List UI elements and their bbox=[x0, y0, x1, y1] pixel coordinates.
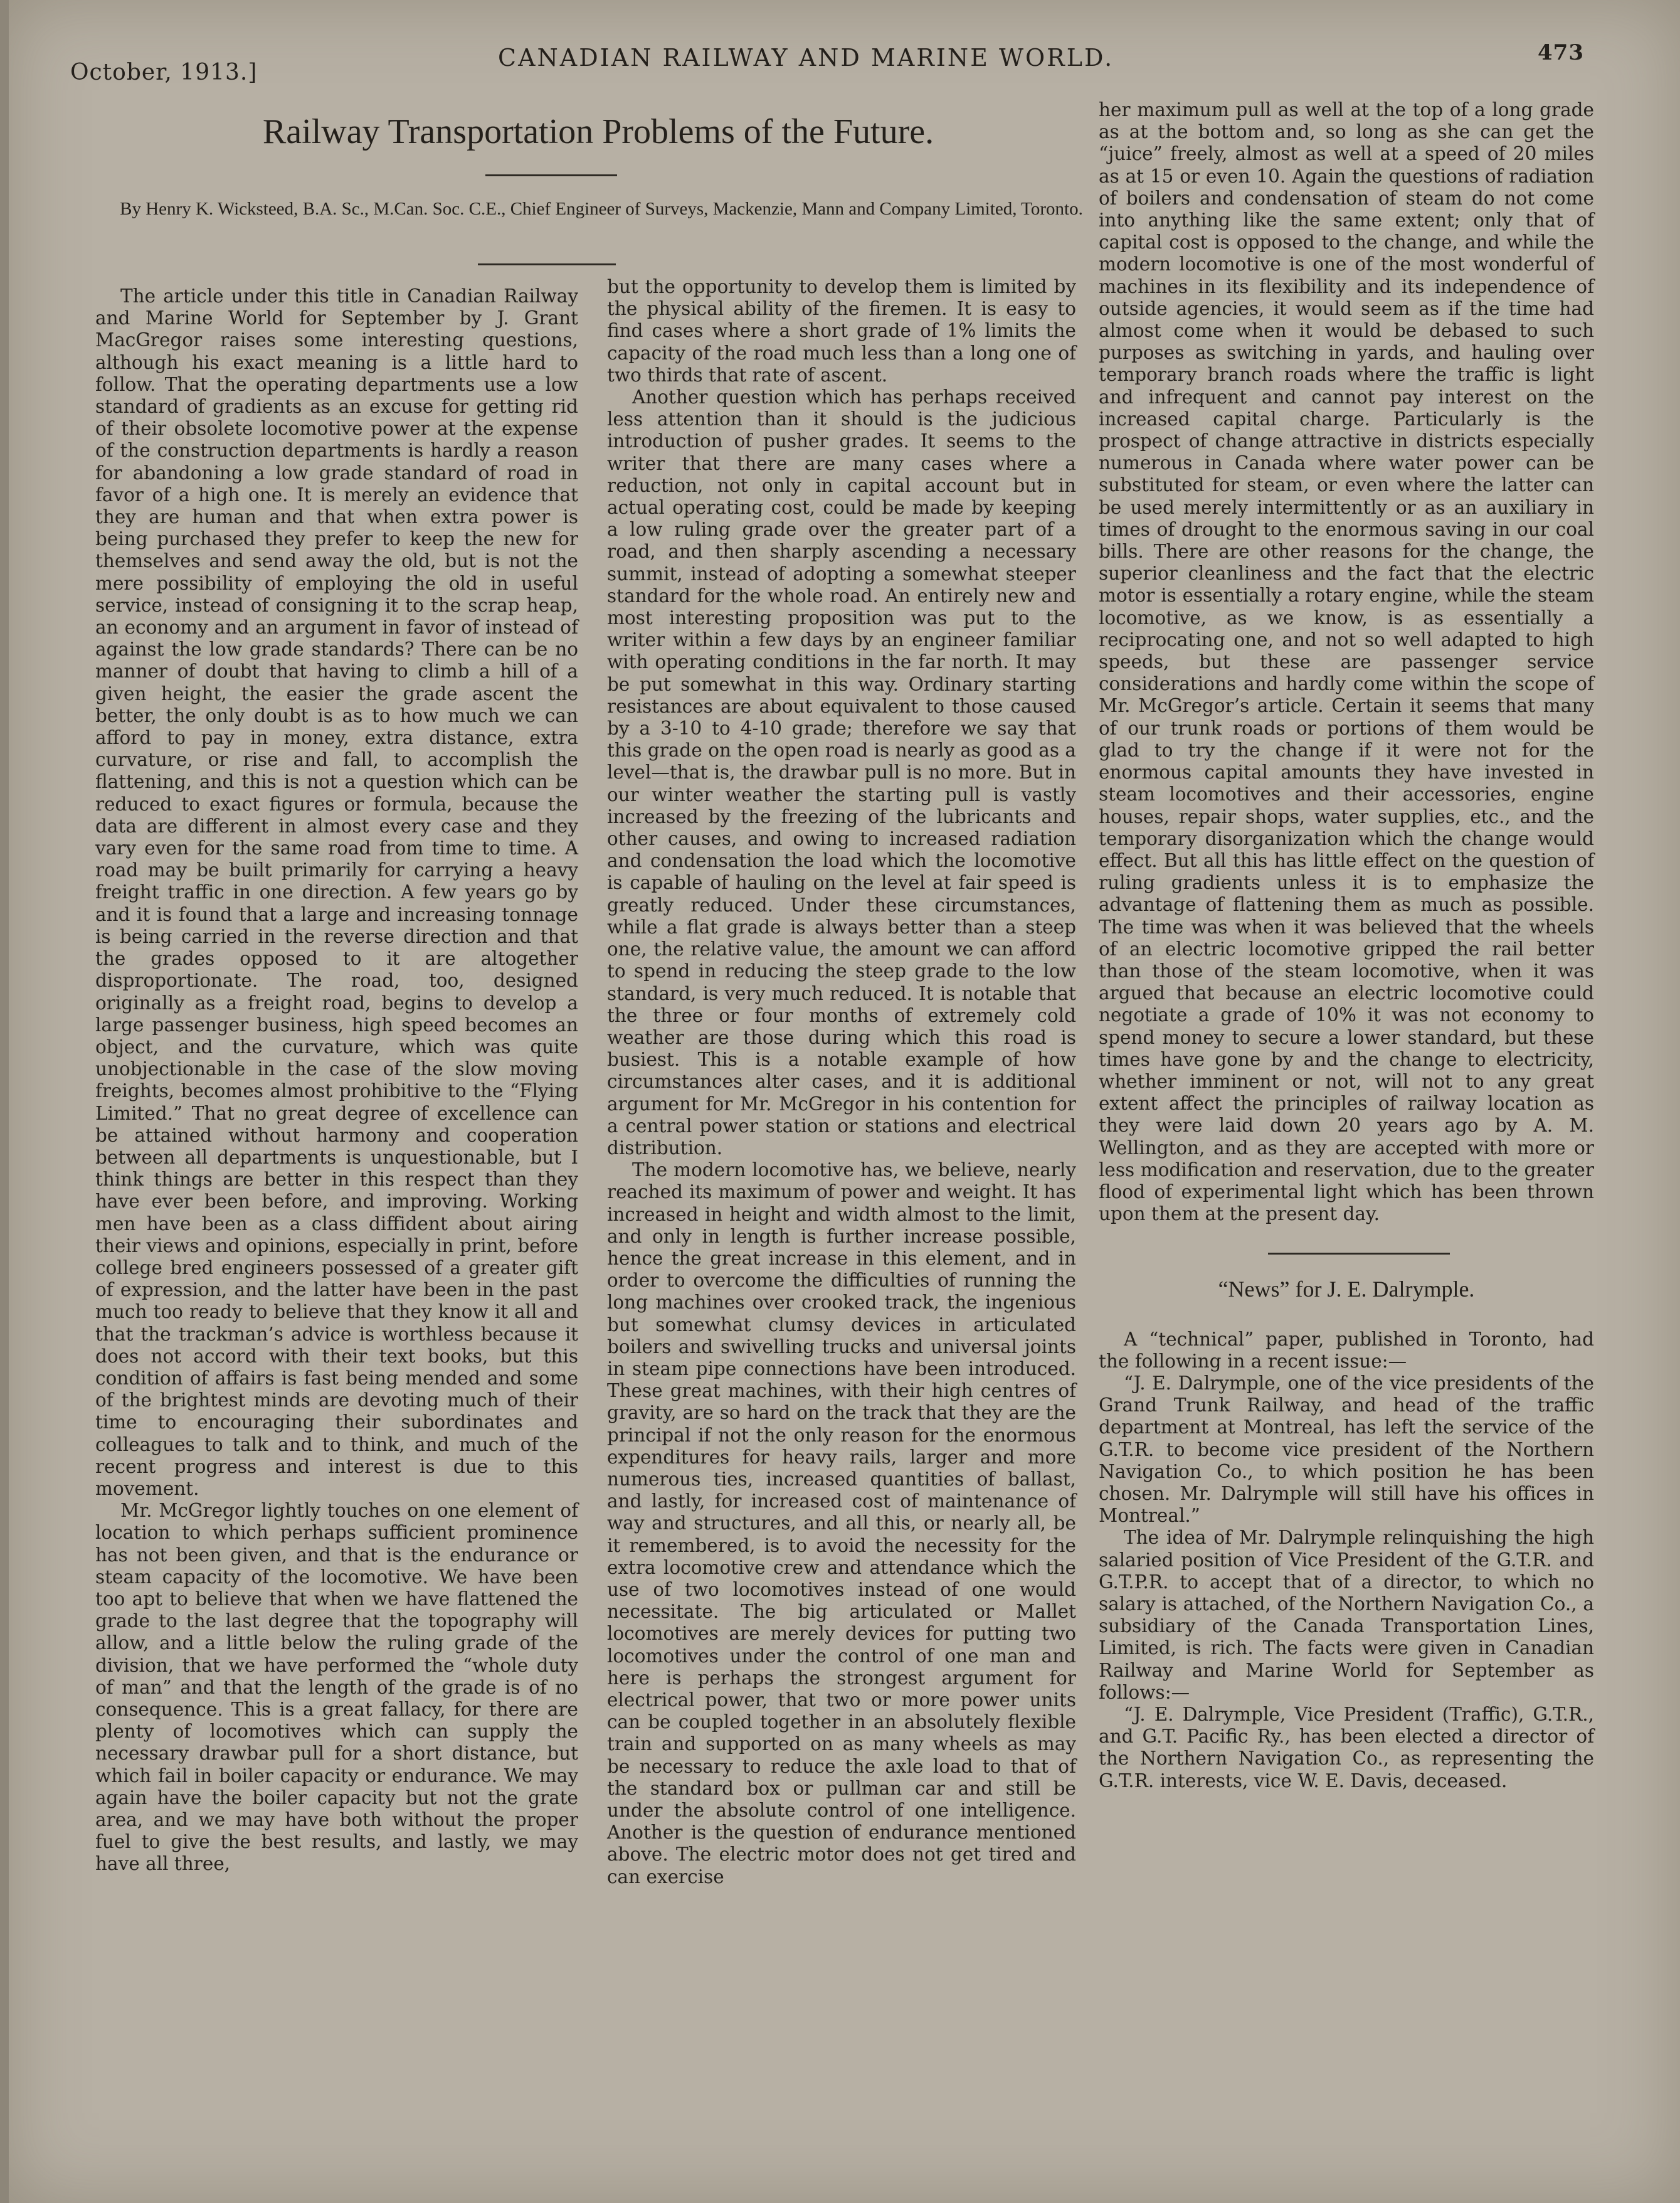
paragraph: The modern locomotive has, we believe, nearly reached its maximum of power and weight. It has increased in height and width almost to the limit, and only in length is further increase possible, hence the great increase in this element, and in order to overcome the difficulties of running the long machines over crooked track, the ingenious but somewhat clumsy devices in articulated boilers and swivelling trucks and universal joints in steam pipe connections have been introduced. These great machines, with their high centres of gravity, are so hard on the track that they are the principal if not the only reason for the enormous expenditures for heavy rails, larger and more numerous ties, increased quantities of ballast, and lastly, for increased cost of maintenance of way and structures, and all this, or nearly all, be it remembered, is to avoid the necessity for the extra locomotive crew and attendance which the use of two locomotives instead of one would necessitate. The big articulated or Mallet locomotives are merely devices for putting two locomotives under the control of one man and here is perhaps the strongest argument for electrical power, that two or more power units can be coupled together in an absolutely flexible train and supported on as many wheels as may be necessary to reduce the axle load to that of the standard box or pullman car and still be under the absolute control of one intelligence. Another is the question of endurance mentioned above. The electric motor does not get tired and can exercise bbox=[607, 1159, 1076, 1887]
paragraph: Mr. McGregor lightly touches on one element of location to which perhaps sufficient prominence has not been given, and that is the endurance or steam capacity of the locomotive. We have been too apt to believe that when we have flattened the grade to the last degree that the topography will allow, and a little below the ruling grade of the division, that we have performed the “whole duty of man” and that the length of the grade is of no consequence. This is a great fallacy, for there are plenty of locomotives which can supply the necessary drawbar pull for a short distance, but which fail in boiler capacity or endurance. We may again have the boiler capacity but not the grate area, and we may have both without the proper fuel to give the best results, and lastly, we may have all three, bbox=[95, 1500, 578, 1875]
paragraph: The article under this title in Canadian Railway and Marine World for September by J. Grant MacGregor raises some interesting questions, although his exact meaning is a little hard to follow. That the operating departments use a low standard of gradients as an excuse for getting rid of their obsolete locomotive power at the expense of the construction departments is hardly a reason for abandoning a low grade standard of road in favor of a high one. It is merely an evidence that they are human and that when extra power is being purchased they prefer to keep the new for themselves and send away the old, but is not the mere possibility of employing the old in useful service, instead of consigning it to the scrap heap, an economy and an argument in favor of instead of against the low grade standards? There can be no manner of doubt that having to climb a hill of a given height, the easier the grade ascent the better, the only doubt is as to how much we can afford to pay in money, extra distance, extra curvature, or rise and fall, to accomplish the flattening, and this is not a question which can be reduced to exact figures or formula, because the data are different in almost every case and they vary even for the same road from time to time. A road may be built primarily for carrying a heavy freight traffic in one direction. A few years go by and it is found that a large and increasing tonnage is being carried in the reverse direction and that the grades opposed to it are altogether disproportionate. The road, too, designed originally as a freight road, begins to develop a large passenger business, high speed becomes an object, and the curvature, which was quite unobjectionable in the case of the slow moving freights, becomes almost prohibitive to the “Flying Limited.” That no great degree of excellence can be attained without harmony and cooperation between all departments is unquestionable, but I think things are better in this respect than they have ever been before, and improving. Working men have been as a class diffident about airing their views and opinions, especially in print, before college bred engineers possessed of a greater gift of expression, and the latter have been in the past much too ready to believe that they know it all and that the trackman’s advice is worthless because it does not accord with their text books, but this condition of affairs is fast being mended and some of the brightest minds are devoting much of their time to encouraging their subordinates and colleagues to talk and to think, and much of the recent progress and interest is due to this movement. bbox=[95, 285, 578, 1499]
magazine-page bbox=[9, 0, 1680, 2203]
paragraph: A “technical” paper, published in Toronto, had the following in a recent issue:— bbox=[1099, 1328, 1594, 1372]
article-title: Railway Transportation Problems of the Future. bbox=[262, 112, 934, 151]
news-body bbox=[1099, 1329, 1594, 1792]
publication-title: CANADIAN RAILWAY AND MARINE WORLD. bbox=[498, 44, 1114, 72]
page-binding-edge bbox=[0, 0, 9, 2203]
paragraph: Another question which has perhaps received less attention than it should is the judicious introduction of pusher grades. It seems to the writer that there are many cases where a reduction, not only in capital account but in actual operating cost, could be made by keeping a low ruling grade over the greater part of a road, and then sharply ascending a necessary summit, instead of adopting a somewhat steeper standard for the whole road. An entirely new and most interesting proposition was put to the writer within a few days by an engineer familiar with operating conditions in the far north. It may be put somewhat in this way. Ordinary starting resistances are about equivalent to those caused by a 3-10 to 4-10 grade; therefore we say that this grade on the open road is nearly as good as a level—that is, the drawbar pull is no more. But in our winter weather the starting pull is vastly increased by the freezing of the lubricants and other causes, and owing to increased radiation and condensation the load which the locomotive is capable of hauling on the level at fair speed is greatly reduced. Under these circumstances, while a flat grade is always better than a steep one, the relative value, the amount we can afford to spend in reducing the steep grade to the low standard, is very much reduced. It is notable that the three or four months of extremely cold weather are those during which this road is busiest. This is a notable example of how circumstances alter cases, and it is additional argument for Mr. McGregor in his contention for a central power station or stations and electrical distribution. bbox=[607, 386, 1076, 1159]
paragraph: but the opportunity to develop them is limited by the physical ability of the firemen. It is easy to find cases where a short grade of 1% limits the capacity of the road much less than a long one of two thirds that rate of ascent. bbox=[607, 276, 1076, 386]
section-rule bbox=[1268, 1253, 1450, 1255]
title-rule bbox=[485, 174, 617, 176]
issue-date: October, 1913.] bbox=[70, 60, 258, 85]
news-title: “News” for J. E. Dalrymple. bbox=[1218, 1277, 1475, 1302]
article-column-2 bbox=[607, 276, 1076, 1888]
article-column-3 bbox=[1099, 99, 1594, 1792]
paragraph: The idea of Mr. Dalrymple relinquishing the high salaried position of Vice President of the G.T.R. and G.T.P.R. to accept that of a director, to which no salary is attached, of the Northern Navigation Co., a subsidiary of the Canada Transportation Lines, Limited, is rich. The facts were given in Canadian Railway and Marine World for September as follows:— bbox=[1099, 1527, 1594, 1703]
page-number: 473 bbox=[1538, 40, 1584, 65]
paragraph: “J. E. Dalrymple, one of the vice presidents of the Grand Trunk Railway, and head of the traffic department at Montreal, has left the service of the G.T.R. to become vice president of the Northern Navigation Co., to which position he has been chosen. Mr. Dalrymple will still have his offices in Montreal.” bbox=[1099, 1372, 1594, 1527]
article-column-1 bbox=[95, 285, 578, 1876]
paragraph: “J. E. Dalrymple, Vice President (Traffic), G.T.R., and G.T. Pacific Ry., has been elected a director of the Northern Navigation Co., as representing the G.T.R. interests, vice W. E. Davis, deceased. bbox=[1099, 1704, 1594, 1792]
article-byline: By Henry K. Wicksteed, B.A. Sc., M.Can. Soc. C.E., Chief Engineer of Surveys, Mackenzie, Mann and Company Limited, Toronto. bbox=[120, 199, 1083, 219]
paragraph: her maximum pull as well at the top of a long grade as at the bottom and, so long as she can get the “juice” freely, almost as well at a speed of 20 miles as at 15 or even 10. Again the questions of radiation of boilers and condensation of steam do not come into anything like the same extent; only that of capital cost is opposed to the change, and while the modern locomotive is one of the most wonderful of machines in its flexibility and its independence of outside agencies, it would seem as if the time had almost come when it would be debased to such purposes as switching in yards, and hauling over temporary branch roads where the traffic is light and infrequent and cannot pay interest on the increased capital charge. Particularly is the prospect of change attractive in districts especially numerous in Canada where water power can be substituted for steam, or even where the latter can be used merely intermittently or as an auxiliary in times of drought to the enormous saving in our coal bills. There are other reasons for the change, the superior cleanliness and the fact that the electric motor is essentially a rotary engine, while the steam locomotive, as we know, is as essentially a reciprocating one, and not so well adapted to high speeds, but these are passenger service considerations and hardly come within the scope of Mr. McGregor’s article. Certain it seems that many of our trunk roads or portions of them would be glad to try the change if it were not for the enormous capital amounts they have invested in steam locomotives and their accessories, engine houses, repair shops, water supplies, etc., and the temporary disorganization which the change would effect. But all this has little effect on the question of ruling gradients unless it is to emphasize the advantage of flattening them as much as possible. The time was when it was believed that the wheels of an electric locomotive gripped the rail better than those of the steam locomotive, when it was argued that because an electric locomotive could negotiate a grade of 10% it was not economy to spend money to secure a lower standard, but these times have gone by and the change to electricity, whether imminent or not, will not to any great extent affect the principles of railway location as they were laid down 20 years ago by A. M. Wellington, and as they are accepted with more or less modification and reservation, due to the greater flood of experimental light which has been thrown upon them at the present day. bbox=[1099, 99, 1594, 1225]
byline-rule bbox=[478, 263, 616, 265]
